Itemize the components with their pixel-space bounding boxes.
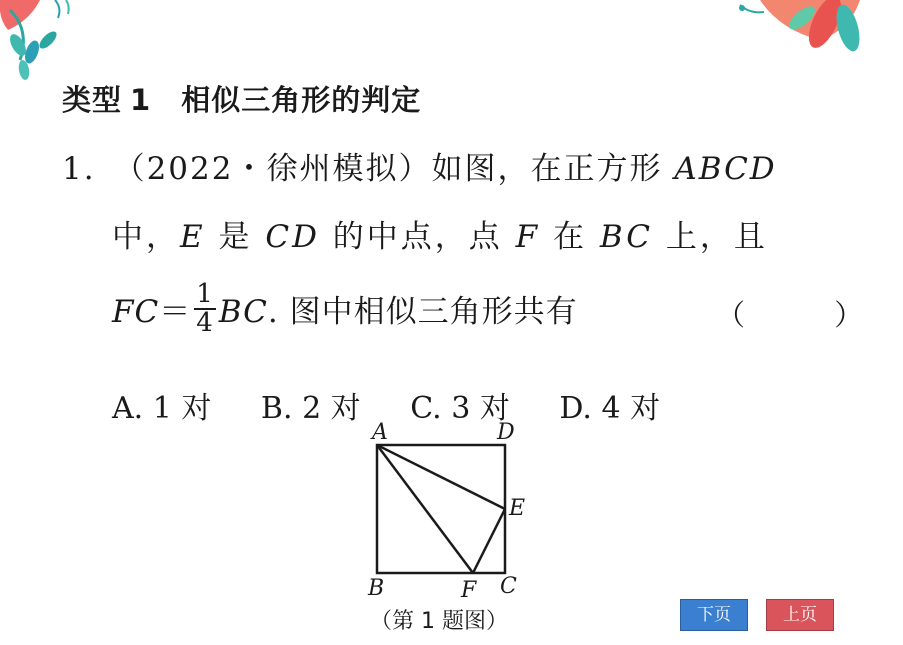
leaf-decoration-top-right [730, 0, 860, 70]
section-title-text: 相似三角形的判定 [181, 83, 422, 117]
section-number: 1 [130, 83, 152, 117]
previous-page-button[interactable]: 上页 [766, 599, 834, 631]
option-d [559, 383, 660, 427]
question-source: （2022・徐州模拟） [113, 151, 432, 187]
option-a [112, 383, 211, 427]
question-text-fragment: 上，且 [652, 219, 768, 255]
fraction-one-quarter [194, 281, 216, 338]
question-text-fragment: 中， [112, 219, 180, 255]
label-e: E [509, 496, 526, 521]
label-f: F [461, 578, 477, 603]
option-letter: D. [559, 391, 592, 426]
square-name: ABCD [674, 151, 777, 187]
label-b: B [368, 576, 385, 601]
segment-af [377, 445, 473, 573]
label-a: A [372, 420, 388, 445]
question-text-1: 如图，在正方形 [431, 151, 675, 187]
square-figure [350, 415, 560, 605]
math-symbol: CD [265, 219, 320, 255]
fraction-numerator: 1 [196, 279, 214, 309]
question-text-3: . 图中相似三角形共有 [267, 293, 578, 330]
segment-ae [377, 445, 505, 509]
question-text-fragment: 在 [540, 219, 600, 255]
math-symbol: F [515, 219, 541, 255]
option-text: 2 对 [302, 391, 361, 426]
label-c: C [500, 574, 517, 599]
segment-ef [473, 509, 505, 573]
question-number: 1. [62, 151, 96, 187]
answer-parentheses: （ ） [716, 298, 903, 332]
segment-fc: FC [112, 293, 160, 330]
question-line-3 [112, 279, 578, 342]
question-line-1 [62, 143, 777, 188]
option-letter: B. [260, 391, 293, 426]
fraction-denominator: 4 [196, 308, 214, 339]
next-page-button[interactable]: 下页 [680, 599, 748, 631]
option-text: 1 对 [152, 391, 212, 426]
section-heading [62, 78, 421, 119]
leaf-decoration-top-left [0, 0, 110, 90]
option-text: 3 对 [451, 391, 510, 426]
option-b [261, 383, 361, 427]
option-letter: A. [112, 391, 144, 426]
math-symbol: BC [599, 219, 653, 255]
equals-sign: ＝ [159, 293, 192, 330]
square-abcd [377, 445, 505, 573]
question-text-fragment: 是 [205, 219, 266, 255]
math-symbol: E [180, 219, 206, 255]
option-letter: C. [410, 391, 442, 426]
question-line-2 [112, 211, 768, 256]
label-d: D [497, 420, 515, 445]
question-text-fragment: 的中点，点 [319, 219, 516, 255]
option-text: 4 对 [601, 391, 661, 426]
section-label: 类型 [62, 83, 123, 117]
segment-bc: BC [218, 293, 268, 330]
figure-caption: （第 1 题图） [370, 609, 508, 634]
